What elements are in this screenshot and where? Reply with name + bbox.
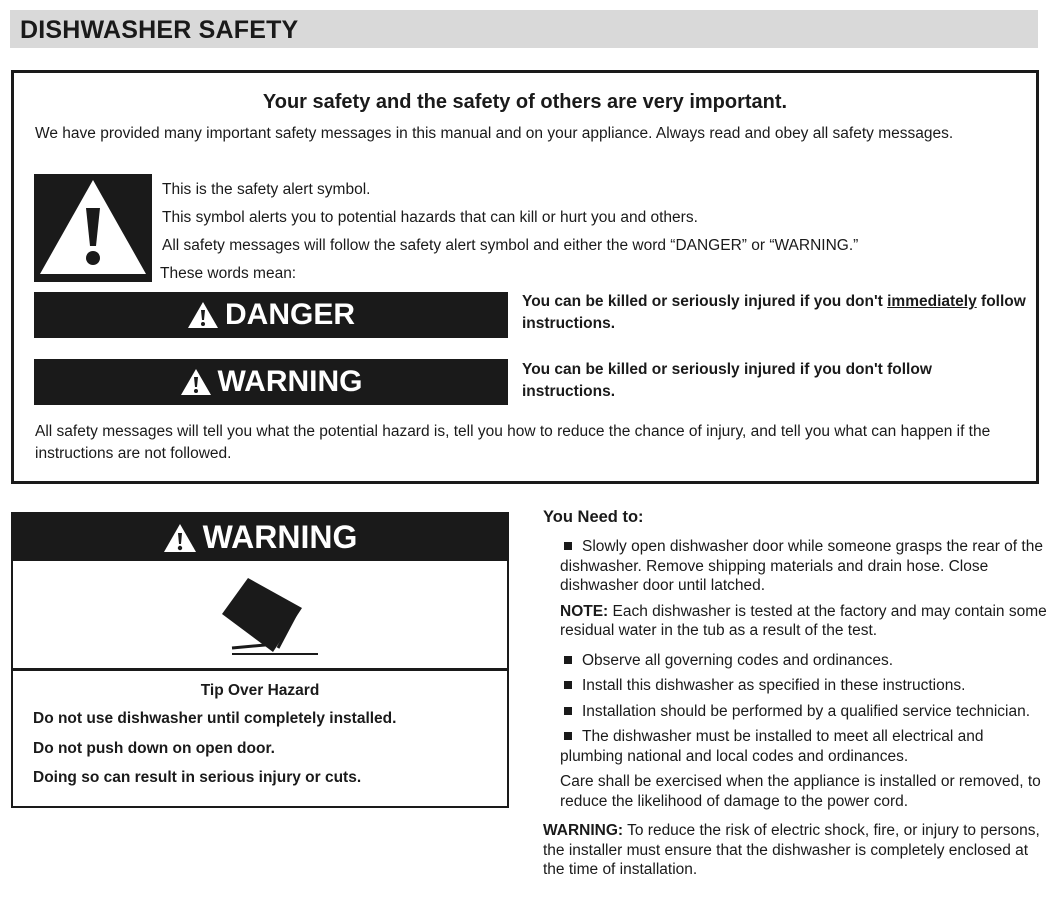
danger-text-part: You can be killed or seriously injured if you don't	[522, 293, 888, 310]
installation-warning-label: WARNING:	[543, 822, 624, 839]
bullet-square-icon	[564, 656, 572, 664]
tip-divider	[13, 668, 507, 671]
tip-over-dishwasher-icon	[218, 574, 328, 664]
bullet-square-icon	[564, 681, 572, 689]
warning-triangle-icon	[180, 368, 212, 396]
care-paragraph: Care shall be exercised when the appliance is installed or removed, to reduce the likelihood of damage to the power cord.	[560, 773, 1041, 810]
tip-hazard-heading: Tip Over Hazard	[200, 682, 320, 699]
alert-line: All safety messages will follow the safety alert symbol and either the word “DANGER” or “WARNING.”	[162, 237, 859, 254]
danger-description	[522, 291, 1027, 335]
list-item	[560, 676, 1048, 696]
tip-over-warning-box	[11, 512, 509, 808]
alert-line: This is the safety alert symbol.	[162, 181, 371, 198]
bullet-square-icon	[564, 542, 572, 550]
you-need-to-section	[543, 508, 1048, 880]
tip-instruction: Doing so can result in serious injury or cuts.	[33, 769, 362, 786]
list-item	[560, 727, 1048, 766]
safety-outro: All safety messages will tell you what the potential hazard is, tell you how to reduce the chance of injury, and tell you what can happen if the instructions are not followed.	[35, 423, 991, 462]
alert-symbol-description	[162, 179, 858, 291]
note-paragraph	[560, 602, 1048, 641]
list-item	[560, 702, 1048, 722]
section-header	[10, 10, 1038, 48]
requirements-list	[560, 651, 1048, 767]
safety-alert-icon	[34, 174, 152, 282]
you-need-to-title: You Need to:	[543, 508, 644, 526]
danger-label: DANGER	[224, 298, 355, 331]
list-item-text: Installation should be performed by a qualified service technician.	[582, 702, 1031, 720]
note-label: NOTE:	[560, 602, 609, 620]
tip-instruction: Do not push down on open door.	[33, 740, 275, 757]
warning-signal-bar	[34, 359, 508, 405]
warning-description: You can be killed or seriously injured if you don't follow instructions.	[522, 361, 932, 400]
bullet-square-icon	[564, 732, 572, 740]
safety-box-title: Your safety and the safety of others are very important.	[262, 91, 788, 113]
danger-signal-bar	[34, 292, 508, 338]
list-item	[560, 537, 1048, 596]
alert-line: This symbol alerts you to potential hazards that can kill or hurt you and others.	[162, 209, 698, 226]
list-item-text: The dishwasher must be installed to meet all electrical and plumbing national and local codes and ordinances.	[560, 728, 984, 765]
danger-text-emphasis: immediately	[887, 293, 977, 310]
warning-label: WARNING	[217, 365, 363, 398]
list-item-text: Slowly open dishwasher door while someone grasps the rear of the dishwasher. Remove shipping materials and drain hose. Close dishwasher door until latched.	[560, 538, 1043, 594]
alert-line: These words mean:	[160, 265, 297, 282]
tip-warning-bar	[13, 514, 507, 561]
safety-info-box	[11, 70, 1039, 484]
page-title: DISHWASHER SAFETY	[20, 16, 299, 44]
note-text: Each dishwasher is tested at the factory and may contain some residual water in the tub as a result of the test.	[560, 602, 1047, 639]
list-item	[560, 651, 1048, 671]
safety-intro: We have provided many important safety messages in this manual and on your appliance. Always read and obey all safety messages.	[35, 125, 954, 142]
list-item-text: Observe all governing codes and ordinances.	[582, 651, 894, 669]
installation-warning	[543, 821, 1048, 880]
installation-warning-text: To reduce the risk of electric shock, fire, or injury to persons, the installer must ensure that the dishwasher is completely enclosed at the time of installation.	[543, 822, 1040, 878]
tip-instruction: Do not use dishwasher until completely installed.	[33, 710, 397, 727]
tip-warning-label: WARNING	[202, 519, 358, 555]
warning-triangle-icon	[163, 523, 197, 553]
warning-triangle-icon	[187, 301, 219, 329]
list-item-text: Install this dishwasher as specified in these instructions.	[582, 677, 966, 694]
danger-text-part: follow instructions.	[522, 293, 1026, 332]
requirements-list	[560, 537, 1048, 596]
bullet-square-icon	[564, 707, 572, 715]
